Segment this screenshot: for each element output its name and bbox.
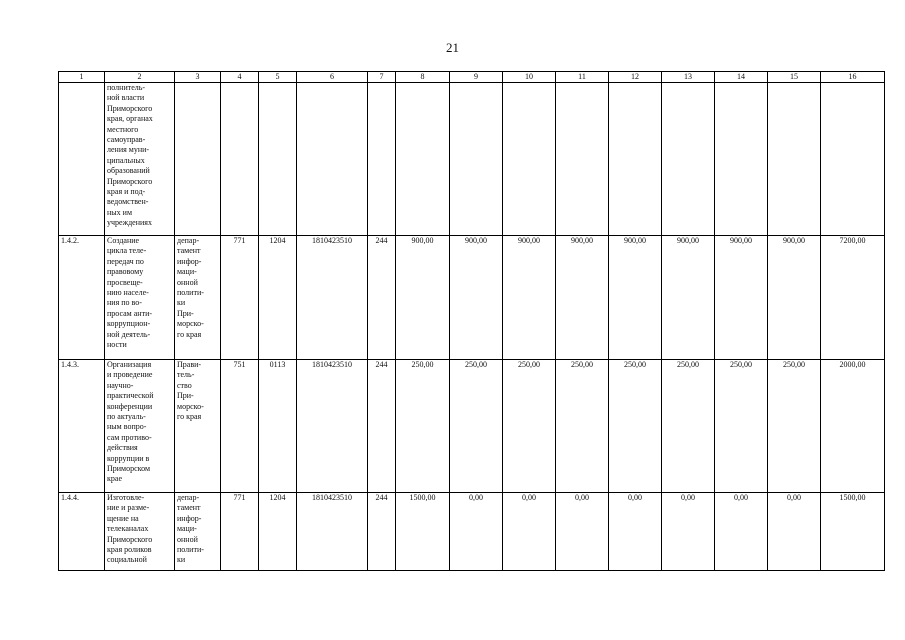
table-cell: 250,00: [609, 360, 662, 493]
table-cell: 244: [368, 493, 396, 571]
table-cell: 0,00: [556, 493, 609, 571]
column-header: 4: [221, 72, 259, 83]
column-header: 9: [450, 72, 503, 83]
table-cell: 1810423510: [297, 236, 368, 360]
table-cell: [396, 83, 450, 236]
row-executor: [175, 83, 221, 236]
table-cell: 244: [368, 236, 396, 360]
table-cell: 900,00: [662, 236, 715, 360]
column-header: 15: [768, 72, 821, 83]
table-row: [59, 236, 885, 360]
row-name: Создание цикла теле- передач по правовому просвеще- нию населе- ния по во- просам анти- коррупцион- ной деятель- ности: [105, 236, 175, 360]
column-header: 7: [368, 72, 396, 83]
table-cell: 900,00: [609, 236, 662, 360]
table-cell: 250,00: [450, 360, 503, 493]
table-cell: [259, 83, 297, 236]
table-cell: 0,00: [715, 493, 768, 571]
table-cell: 900,00: [556, 236, 609, 360]
column-header: 8: [396, 72, 450, 83]
table-cell: 1204: [259, 236, 297, 360]
column-header: 1: [59, 72, 105, 83]
table-cell: [662, 83, 715, 236]
row-code: 1.4.3.: [59, 360, 105, 493]
table-cell: 771: [221, 236, 259, 360]
row-name: полнитель- ной власти Приморского края, органах местного самоуправ- ления муни- ципальных образований Приморского края и под- ведомствен- ных им учреждениях: [105, 83, 175, 236]
table-cell: 250,00: [396, 360, 450, 493]
row-executor: депар- тамент инфор- маци- онной полити- ки При- морско- го края: [175, 236, 221, 360]
table-row: [59, 360, 885, 493]
column-header: 2: [105, 72, 175, 83]
table-cell: 1500,00: [396, 493, 450, 571]
table-cell: 0,00: [768, 493, 821, 571]
table-cell: 1810423510: [297, 360, 368, 493]
table-cell: [368, 83, 396, 236]
budget-table: [58, 71, 885, 571]
row-executor: депар- тамент инфор- маци- онной полити- ки: [175, 493, 221, 571]
table-cell: 900,00: [396, 236, 450, 360]
row-code: 1.4.2.: [59, 236, 105, 360]
row-code: 1.4.4.: [59, 493, 105, 571]
table-cell: 244: [368, 360, 396, 493]
column-header: 6: [297, 72, 368, 83]
table-cell: [450, 83, 503, 236]
row-executor: Прави- тель- ство При- морско- го края: [175, 360, 221, 493]
table-cell: 900,00: [715, 236, 768, 360]
table-cell: [821, 83, 885, 236]
table-header: [59, 72, 885, 83]
column-header: 5: [259, 72, 297, 83]
table-cell: 0113: [259, 360, 297, 493]
table-cell: 1500,00: [821, 493, 885, 571]
column-header: 10: [503, 72, 556, 83]
table-cell: [221, 83, 259, 236]
table-cell: 0,00: [503, 493, 556, 571]
table-cell: 751: [221, 360, 259, 493]
table-cell: [297, 83, 368, 236]
page-number: 21: [446, 40, 459, 55]
table-cell: [556, 83, 609, 236]
column-header: 11: [556, 72, 609, 83]
table-cell: 0,00: [662, 493, 715, 571]
table-cell: 1204: [259, 493, 297, 571]
table-row: [59, 83, 885, 236]
row-name: Организация и проведение научно- практической конференции по актуаль- ным вопро- сам противо- действия коррупции в Приморском крае: [105, 360, 175, 493]
table-cell: [715, 83, 768, 236]
table-row: [59, 493, 885, 571]
table-cell: [768, 83, 821, 236]
table-cell: 1810423510: [297, 493, 368, 571]
table-cell: 250,00: [556, 360, 609, 493]
table-cell: 250,00: [715, 360, 768, 493]
table-cell: 900,00: [768, 236, 821, 360]
table-cell: 2000,00: [821, 360, 885, 493]
table-cell: 900,00: [450, 236, 503, 360]
column-header: 12: [609, 72, 662, 83]
table-cell: 250,00: [768, 360, 821, 493]
table-cell: [609, 83, 662, 236]
column-header: 16: [821, 72, 885, 83]
table-cell: 771: [221, 493, 259, 571]
table-cell: 7200,00: [821, 236, 885, 360]
row-code: [59, 83, 105, 236]
table-cell: 250,00: [503, 360, 556, 493]
table-cell: 0,00: [450, 493, 503, 571]
column-header: 3: [175, 72, 221, 83]
table-body: [59, 83, 885, 571]
column-header: 13: [662, 72, 715, 83]
table-cell: 250,00: [662, 360, 715, 493]
table-cell: [503, 83, 556, 236]
table-cell: 900,00: [503, 236, 556, 360]
column-header: 14: [715, 72, 768, 83]
row-name: Изготовле- ние и разме- щение на телеканалах Приморского края роликов социальной: [105, 493, 175, 571]
table-cell: 0,00: [609, 493, 662, 571]
